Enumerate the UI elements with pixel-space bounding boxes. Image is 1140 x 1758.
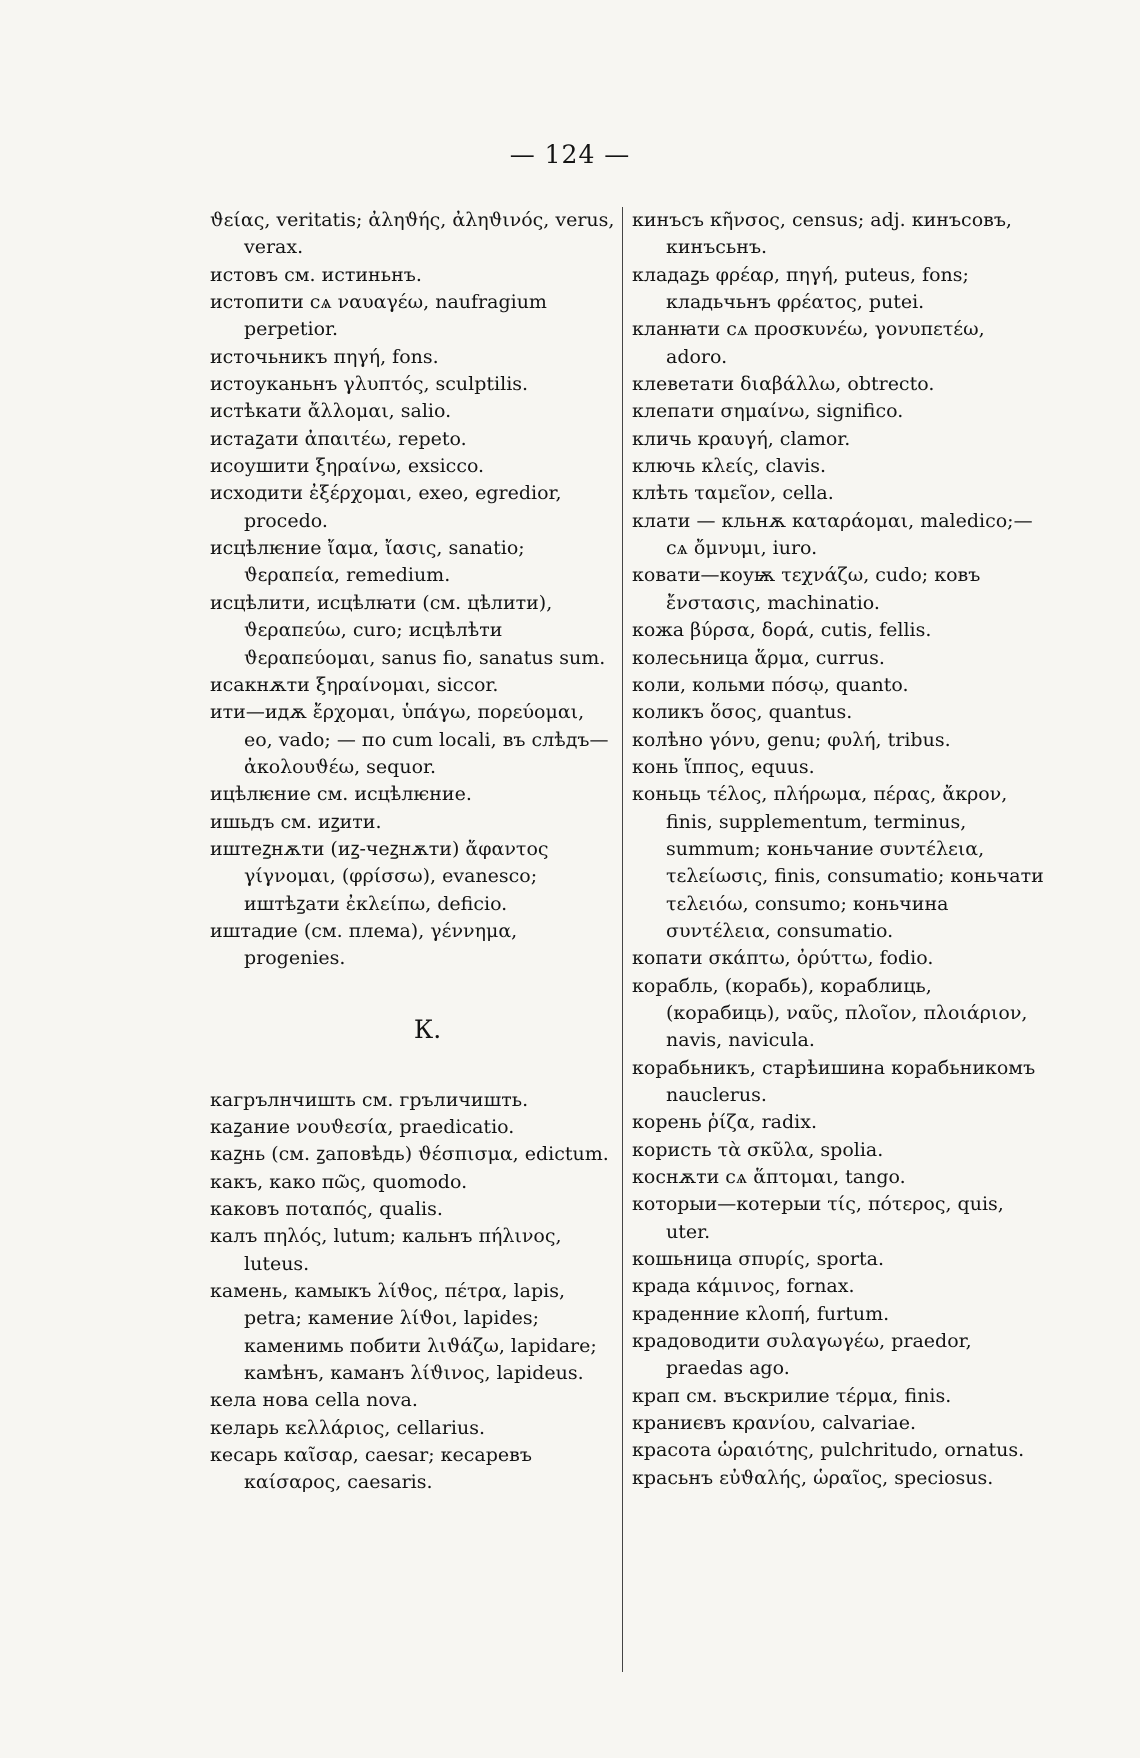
dictionary-entry: каꙁание νουϑεσία, praedicatio.: [210, 1115, 515, 1138]
dictionary-entry: краниєвъ κρανίου, calvariae.: [632, 1412, 916, 1435]
dictionary-entry: ϑείας, veritatis; ἀληϑής, ἀληϑινός, verus, verax.: [210, 209, 615, 259]
dictionary-entry: корень ῥίζα, radix.: [632, 1111, 817, 1134]
dictionary-entry: красьнъ εὐϑαλής, ὡραῖος, speciosus.: [632, 1466, 994, 1489]
dictionary-entry: кинъсъ κῆνσος, census; adj. кинъсовъ, кинъсьнъ.: [632, 209, 1012, 259]
dictionary-entry: коньць τέλος, πλήρωμα, πέρας, ἄκρον, finis, supplementum, terminus, summum; коньчание συντέλεια, τελείωσις, finis, consumatio; коньчати τελειόω, consumo; коньчина συντέλεια, consumatio.: [632, 783, 1044, 942]
dictionary-entry: кличь κραυγή, clamor.: [632, 427, 851, 450]
dictionary-entry: источьникъ πηγή, fons.: [210, 345, 439, 368]
right-column: [632, 207, 1044, 1492]
dictionary-entry: колесьница ἅρμα, currus.: [632, 646, 885, 669]
dictionary-entry: каковъ ποταπός, qualis.: [210, 1198, 443, 1220]
dictionary-entry: исакнѫти ξηραίνομαι, siccor.: [210, 673, 499, 696]
page-number: — 124 —: [509, 140, 631, 169]
dictionary-entry: колѣно γόνυ, genu; φυλή, tribus.: [632, 728, 951, 751]
dictionary-entry: истѣкати ἄλλομαι, salio.: [210, 400, 452, 423]
dictionary-entry: копати σκάπτω, ὀρύττω, fodio.: [632, 947, 934, 970]
left-column: [210, 207, 615, 1497]
dictionary-entry: кагрълнчишть см. гръличишть.: [210, 1088, 529, 1111]
dictionary-entry: коликъ ὅσος, quantus.: [632, 701, 853, 724]
dictionary-entry: кошьница σπυρίς, sporta.: [632, 1248, 885, 1271]
dictionary-entry: коли, кольми πόσῳ, quanto.: [632, 673, 909, 696]
dictionary-entry: кладаꙁь φρέαρ, πηγή, puteus, fons; кладьчьнъ φρέατος, putei.: [632, 263, 969, 314]
dictionary-entry: исцѣлити, исцѣлꙗти (см. цѣлити), ϑεραπεύω, curo; исцѣлѣти ϑεραπεύομαι, sanus fio, sanatus sum.: [210, 591, 606, 669]
dictionary-entry: истовъ см. истиньнъ.: [210, 263, 422, 286]
dictionary-entry: камень, камыкъ λίϑος, πέτρα, lapis, petra; камение λίϑοι, lapides; каменимь побити λιϑάζω, lapidare; камѣнъ, каманъ λίϑινος, lapideus.: [210, 1280, 597, 1385]
dictionary-entry: корабль, (корабь), кораблиць, (корабиць), ναῦς, πλοῖον, πλοιάριον, navis, navicula.: [632, 974, 1028, 1052]
dictionary-entry: кланꙗти сѧ προσκυνέω, γονυπετέω, adoro.: [632, 318, 985, 368]
dictionary-entry: клѣть ταμεῖον, cella.: [632, 482, 834, 505]
section-letter-k: К.: [413, 1014, 442, 1044]
dictionary-entry: ишьдъ см. иꙁити.: [210, 810, 382, 833]
dictionary-entry: корабьникъ, старѣишина корабьникомъ nauclerus.: [632, 1056, 1036, 1106]
dictionary-entry: краденние κλοπή, furtum.: [632, 1302, 890, 1325]
dictionary-entry: клеветати διαβάλλω, obtrecto.: [632, 373, 935, 396]
dictionary-entry: исходити ἐξέρχομαι, exeo, egredior, procedo.: [210, 482, 562, 532]
dictionary-entry: красота ὡραιότης, pulchritudo, ornatus.: [632, 1439, 1025, 1462]
dictionary-entry: исоушити ξηραίνω, exsicco.: [210, 455, 485, 478]
dictionary-entry: клепати σημαίνω, significo.: [632, 400, 904, 423]
dictionary-entry: какъ, како πῶς, quomodo.: [210, 1170, 468, 1193]
dictionary-entry: истопити сѧ ναυαγέω, naufragium perpetior.: [210, 291, 547, 341]
dictionary-entry: которыи—котерыи τίς, πότερος, quis, uter.: [632, 1193, 1004, 1243]
dictionary-entry: крада κάμινος, fornax.: [632, 1275, 855, 1298]
dictionary-entry: иштеꙁнѫти (иꙁ-чеꙁнѫти) ἄφαντος γίγνομαι, (φρίσσω), evanesco; иштѣꙁати ἐκλείπω, deficio.: [210, 837, 549, 915]
dictionary-entry: истаꙁати ἀπαιτέω, repeto.: [210, 427, 467, 450]
dictionary-entry: кесарь καῖσαρ, caesar; кесаревъ καίσαρος, caesaris.: [210, 1444, 532, 1494]
dictionary-entry: ицѣлѥние см. исцѣлѥние.: [210, 783, 472, 806]
dictionary-entry: ключь κλείς, clavis.: [632, 455, 827, 478]
left-entries-after: [210, 1087, 615, 1497]
column-divider: [622, 207, 623, 1672]
dictionary-entry: калъ πηλός, lutum; кальнъ πήλινος, luteus.: [210, 1225, 562, 1275]
dictionary-entry: кела нова cella nova.: [210, 1389, 418, 1412]
dictionary-entry: крап см. въскрилие τέρμα, finis.: [632, 1384, 952, 1407]
dictionary-entry: кожа βύρσα, δορά, cutis, fellis.: [632, 619, 932, 642]
dictionary-entry: исцѣлѥние ἴαμα, ἴασις, sanatio; ϑεραπεία, remedium.: [210, 537, 525, 587]
dictionary-entry: каꙁнь (см. ꙁаповѣдь) ϑέσπισμα, edictum.: [210, 1143, 609, 1166]
dictionary-entry: иштадие (см. плема), γέννημα, progenies.: [210, 919, 518, 970]
dictionary-entry: конь ἵππος, equus.: [632, 755, 815, 778]
dictionary-entry: келарь κελλάριος, cellarius.: [210, 1416, 486, 1439]
left-entries-before: [210, 207, 615, 973]
dictionary-entry: ковати—коуѭ τεχνάζω, cudo; ковъ ἔνστασις, machinatio.: [632, 564, 981, 614]
dictionary-entry: ити—идѫ ἔρχομαι, ὑπάγω, πορεύομαι, eo, vado; — по cum locali, въ слѣдъ—ἀκολουϑέω, sequor.: [210, 701, 609, 778]
right-entries: [632, 207, 1044, 1492]
dictionary-entry: користь τὰ σκῦλα, spolia.: [632, 1138, 884, 1161]
dictionary-entry: истоуканьнъ γλυπτός, sculptilis.: [210, 373, 529, 396]
dictionary-entry: клати — кльнѫ καταράομαι, maledico;—сѧ ὄμνυμι, iuro.: [632, 509, 1033, 560]
dictionary-entry: крадоводити συλαγωγέω, praedor, praedas ago.: [632, 1330, 972, 1380]
dictionary-entry: коснѫти сѧ ἅπτομαι, tango.: [632, 1166, 906, 1189]
